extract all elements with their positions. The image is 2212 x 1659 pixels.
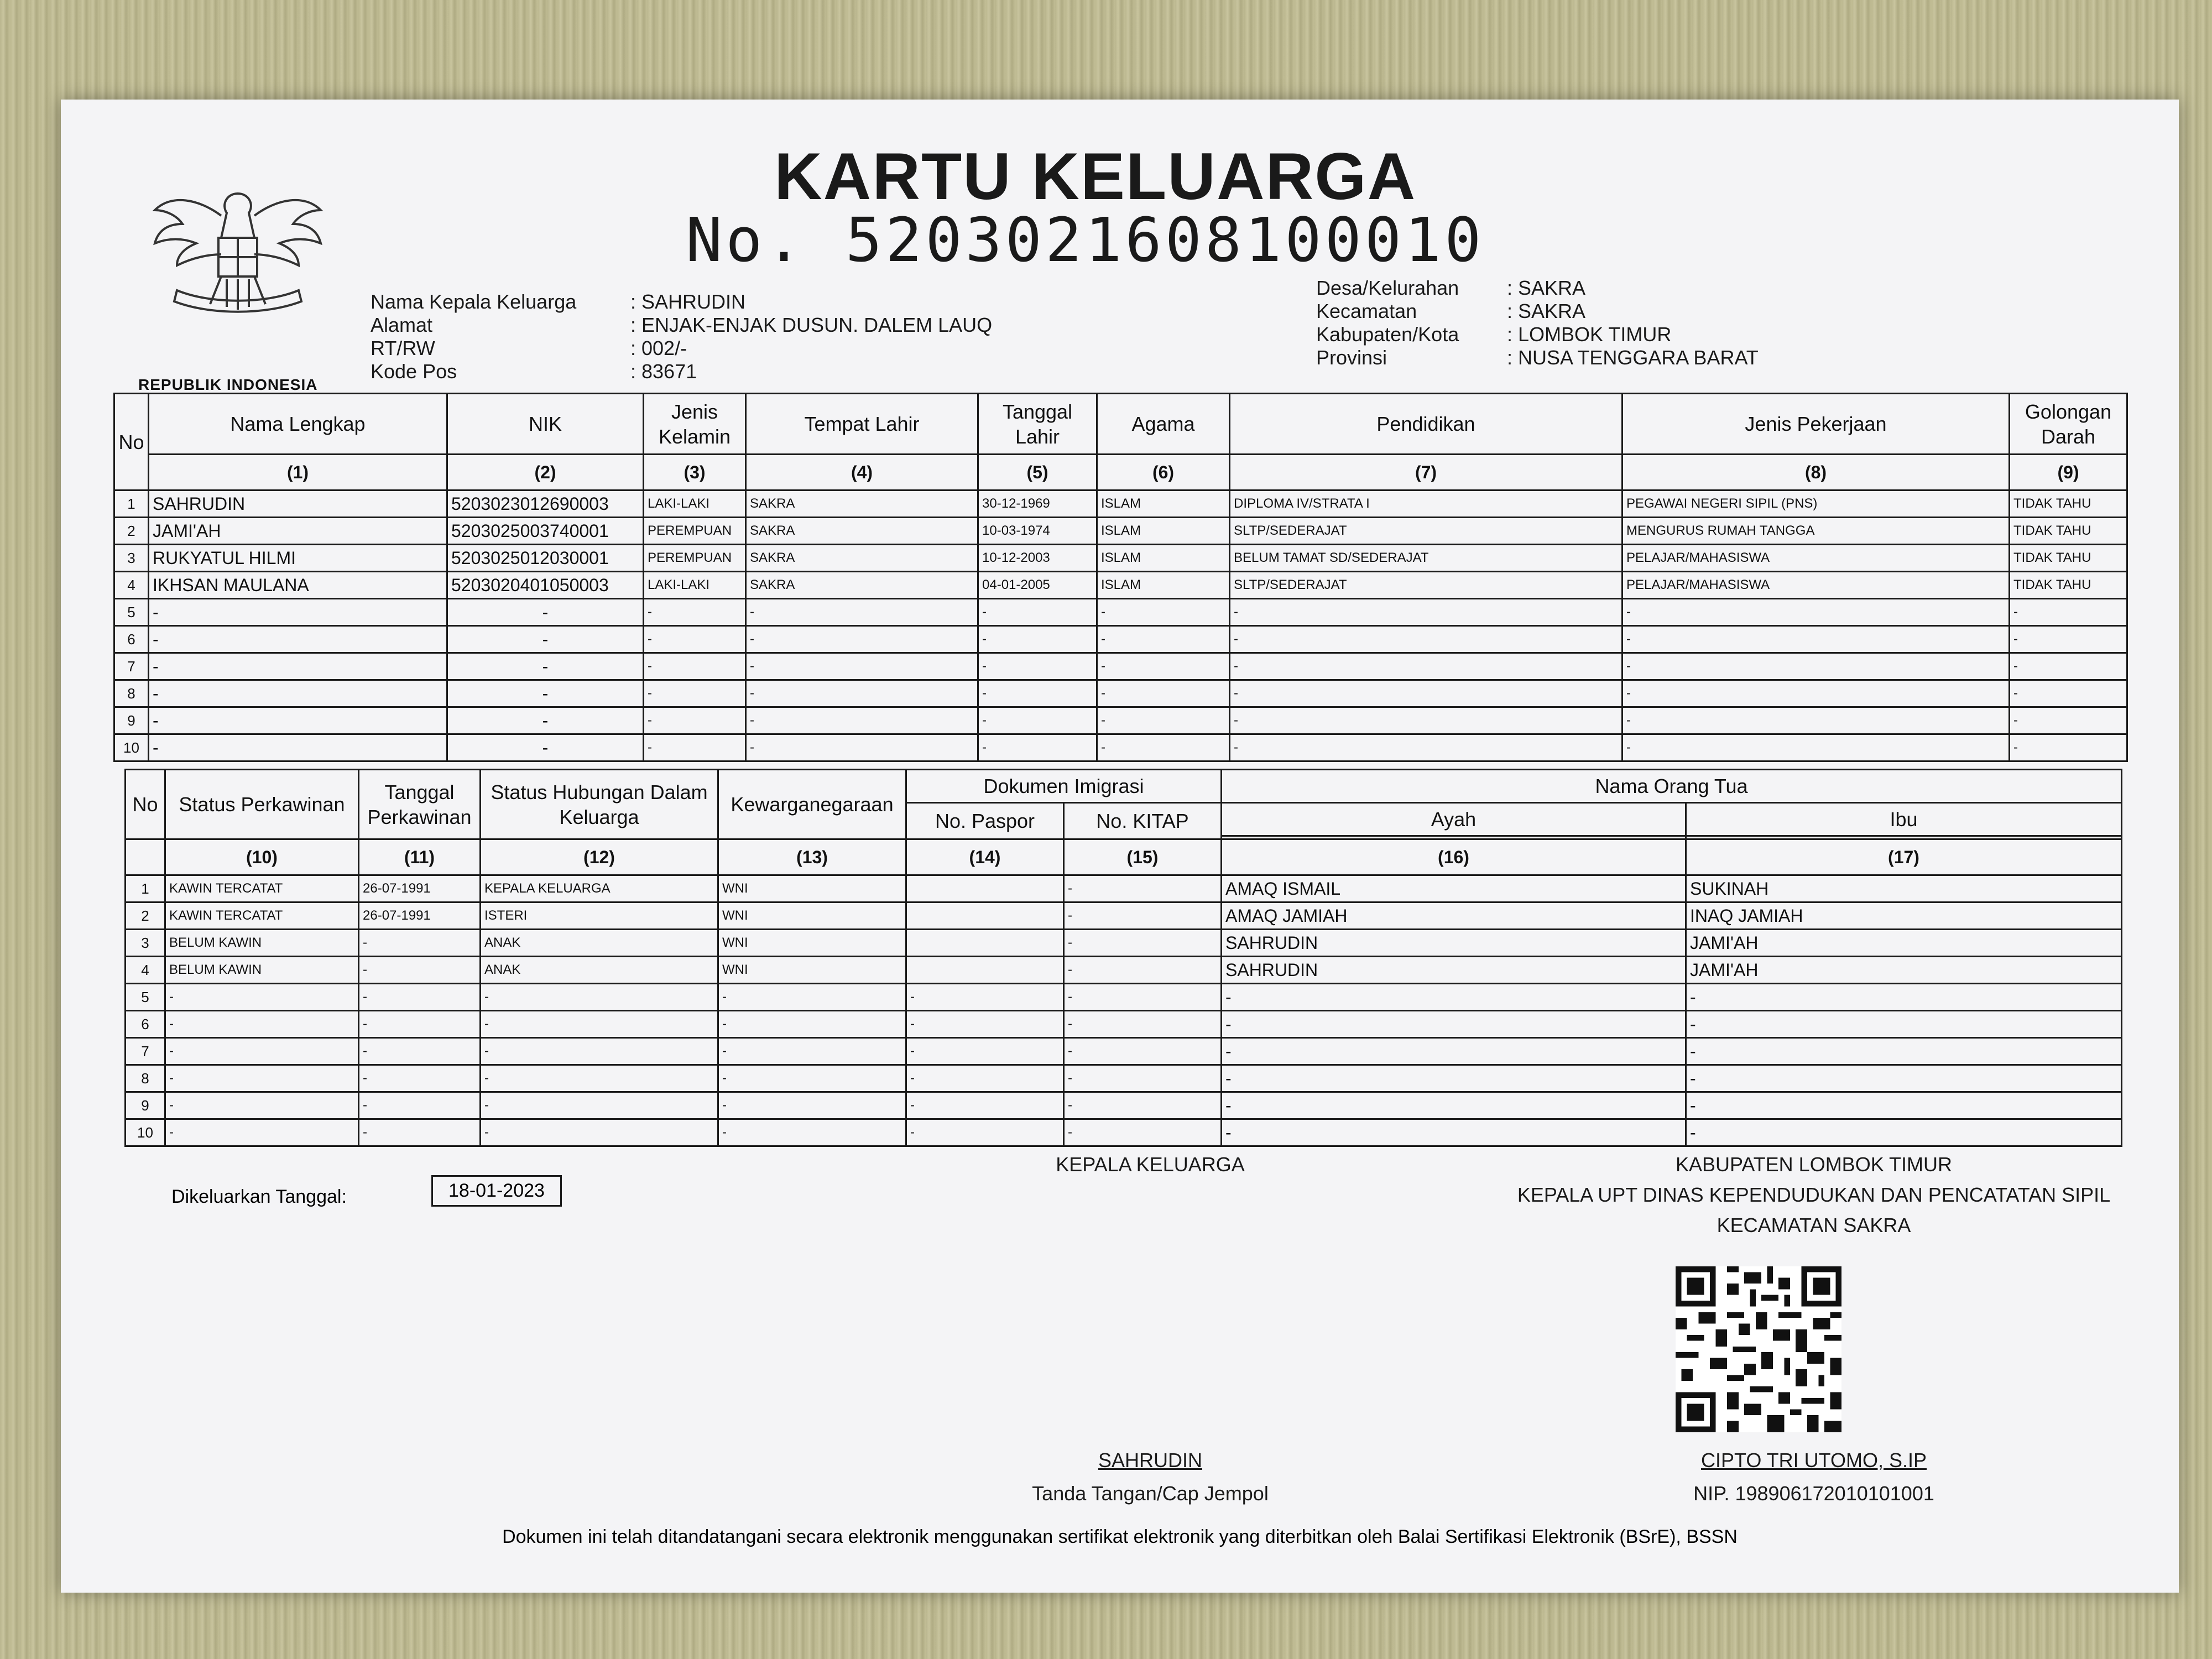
cell-relationship: - — [481, 1038, 718, 1065]
cell-father: - — [1222, 1092, 1686, 1119]
cell-citizenship: WNI — [718, 902, 906, 930]
cell-birthplace: - — [746, 734, 978, 761]
cell-passport — [906, 957, 1064, 984]
table-row — [114, 680, 2127, 707]
cell-occupation: - — [1623, 707, 2010, 734]
cell-father: - — [1222, 984, 1686, 1011]
cell-marriage-date: - — [359, 1011, 481, 1038]
cell-occupation: - — [1623, 680, 2010, 707]
col-index: (14) — [906, 839, 1064, 875]
document-title: KARTU KELUARGA — [774, 139, 1417, 213]
table-row — [126, 875, 2122, 902]
official-district: KECAMATAN SAKRA — [1717, 1214, 1911, 1237]
head-of-family-signature-name: SAHRUDIN — [1098, 1449, 1202, 1472]
official-office: KEPALA UPT DINAS KEPENDUDUKAN DAN PENCATATAN SIPIL — [1517, 1183, 2111, 1206]
cell-no: 2 — [114, 518, 149, 545]
col-header-nik: NIK — [447, 394, 644, 455]
village-row — [1316, 276, 1585, 300]
cell-birthplace: SAKRA — [746, 545, 978, 572]
col-header-birthplace: Tempat Lahir — [746, 394, 978, 455]
cell-no: 3 — [126, 930, 165, 957]
cell-blood-type: - — [2010, 680, 2127, 707]
cell-no: 2 — [126, 902, 165, 930]
cell-no: 8 — [126, 1065, 165, 1092]
cell-mother: - — [1686, 984, 2122, 1011]
cell-mother: - — [1686, 1011, 2122, 1038]
cell-name: - — [149, 707, 447, 734]
cell-passport: - — [906, 1038, 1064, 1065]
cell-mother: - — [1686, 1038, 2122, 1065]
cell-father: AMAQ ISMAIL — [1222, 875, 1686, 902]
header-label: RT/RW — [371, 337, 435, 359]
header-label: Alamat — [371, 314, 433, 336]
cell-kitap: - — [1064, 984, 1222, 1011]
cell-birthdate: - — [978, 626, 1097, 653]
header-label: Provinsi — [1316, 346, 1387, 369]
cell-occupation: PELAJAR/MAHASISWA — [1623, 572, 2010, 599]
cell-education: SLTP/SEDERAJAT — [1230, 572, 1623, 599]
cell-mother: - — [1686, 1119, 2122, 1146]
electronic-signature-note: Dokumen ini telah ditandatangani secara elektronik menggunakan sertifikat elektronik yang diterbitkan oleh Balai Sertifikasi Elektronik (BSrE), BSSN — [502, 1526, 1738, 1547]
cell-religion: - — [1097, 653, 1230, 680]
cell-passport: - — [906, 1119, 1064, 1146]
cell-education: SLTP/SEDERAJAT — [1230, 518, 1623, 545]
cell-no: 9 — [126, 1092, 165, 1119]
cell-passport: - — [906, 1092, 1064, 1119]
cell-occupation: PELAJAR/MAHASISWA — [1623, 545, 2010, 572]
cell-marital-status: - — [165, 1119, 359, 1146]
cell-no: 10 — [126, 1119, 165, 1146]
cell-relationship: ISTERI — [481, 902, 718, 930]
cell-religion: - — [1097, 680, 1230, 707]
col-index: (3) — [644, 455, 746, 491]
col-header-birthdate: Tanggal Lahir — [978, 394, 1097, 455]
cell-no: 7 — [114, 653, 149, 680]
cell-birthdate: 04-01-2005 — [978, 572, 1097, 599]
cell-name: IKHSAN MAULANA — [149, 572, 447, 599]
cell-religion: - — [1097, 707, 1230, 734]
civil-status-table — [124, 769, 2122, 1147]
col-header-citizenship: Kewarganegaraan — [718, 770, 906, 839]
cell-father: SAHRUDIN — [1222, 930, 1686, 957]
header-value: : SAHRUDIN — [630, 290, 746, 313]
cell-marital-status: BELUM KAWIN — [165, 957, 359, 984]
cell-no: 6 — [126, 1011, 165, 1038]
cell-birthdate: 30-12-1969 — [978, 491, 1097, 518]
cell-nik: - — [447, 653, 644, 680]
col-index: (7) — [1230, 455, 1623, 491]
cell-relationship: - — [481, 1119, 718, 1146]
cell-occupation: PEGAWAI NEGERI SIPIL (PNS) — [1623, 491, 2010, 518]
cell-gender: - — [644, 707, 746, 734]
col-index: (13) — [718, 839, 906, 875]
official-signature-name: CIPTO TRI UTOMO, S.IP — [1700, 1449, 1927, 1472]
col-header-no: No — [126, 770, 165, 839]
cell-blood-type: - — [2010, 599, 2127, 626]
table-row — [126, 1092, 2122, 1119]
qr-code-icon — [1676, 1266, 1841, 1432]
cell-blood-type: - — [2010, 707, 2127, 734]
cell-religion: ISLAM — [1097, 572, 1230, 599]
cell-relationship: - — [481, 1011, 718, 1038]
cell-kitap: - — [1064, 957, 1222, 984]
official-regency: KABUPATEN LOMBOK TIMUR — [1675, 1153, 1953, 1176]
cell-mother: INAQ JAMIAH — [1686, 902, 2122, 930]
cell-father: - — [1222, 1119, 1686, 1146]
cell-nik: - — [447, 707, 644, 734]
cell-no: 3 — [114, 545, 149, 572]
cell-education: - — [1230, 626, 1623, 653]
cell-no: 1 — [114, 491, 149, 518]
cell-marital-status: BELUM KAWIN — [165, 930, 359, 957]
col-header-no: No — [114, 394, 149, 491]
cell-father: - — [1222, 1038, 1686, 1065]
cell-father: - — [1222, 1065, 1686, 1092]
header-label: Desa/Kelurahan — [1316, 276, 1459, 299]
table-row — [114, 518, 2127, 545]
cell-marriage-date: - — [359, 984, 481, 1011]
cell-birthplace: - — [746, 599, 978, 626]
col-header-gender: Jenis Kelamin — [644, 394, 746, 455]
district-row — [1316, 300, 1585, 323]
official-nip: NIP. 198906172010101001 — [1693, 1482, 1934, 1505]
cell-marital-status: - — [165, 984, 359, 1011]
cell-citizenship: - — [718, 1092, 906, 1119]
table-row — [114, 626, 2127, 653]
cell-marriage-date: - — [359, 1119, 481, 1146]
cell-blood-type: TIDAK TAHU — [2010, 572, 2127, 599]
cell-marriage-date: - — [359, 1065, 481, 1092]
col-index: (5) — [978, 455, 1097, 491]
cell-occupation: - — [1623, 734, 2010, 761]
table-row — [126, 1038, 2122, 1065]
table-row — [126, 930, 2122, 957]
cell-relationship: - — [481, 1092, 718, 1119]
cell-citizenship: - — [718, 1011, 906, 1038]
cell-blood-type: - — [2010, 653, 2127, 680]
cell-birthdate: - — [978, 653, 1097, 680]
cell-education: BELUM TAMAT SD/SEDERAJAT — [1230, 545, 1623, 572]
cell-gender: LAKI-LAKI — [644, 572, 746, 599]
table-row — [114, 491, 2127, 518]
cell-blood-type: - — [2010, 626, 2127, 653]
cell-kitap: - — [1064, 1065, 1222, 1092]
cell-birthdate: - — [978, 680, 1097, 707]
col-index: (16) — [1222, 839, 1686, 875]
cell-nik: - — [447, 734, 644, 761]
table-row — [126, 902, 2122, 930]
cell-marital-status: KAWIN TERCATAT — [165, 875, 359, 902]
cell-marriage-date: - — [359, 1092, 481, 1119]
cell-relationship: ANAK — [481, 930, 718, 957]
cell-father: - — [1222, 1011, 1686, 1038]
regency-row — [1316, 323, 1671, 346]
cell-blood-type: TIDAK TAHU — [2010, 545, 2127, 572]
cell-name: - — [149, 653, 447, 680]
col-index: (8) — [1623, 455, 2010, 491]
cell-relationship: - — [481, 1065, 718, 1092]
cell-citizenship: - — [718, 1119, 906, 1146]
cell-no: 4 — [114, 572, 149, 599]
signature-caption: Tanda Tangan/Cap Jempol — [1032, 1482, 1269, 1505]
cell-gender: - — [644, 653, 746, 680]
cell-blood-type: - — [2010, 734, 2127, 761]
cell-kitap: - — [1064, 1038, 1222, 1065]
col-index: (1) — [149, 455, 447, 491]
cell-religion: ISLAM — [1097, 518, 1230, 545]
header-value: : 83671 — [630, 360, 697, 383]
cell-occupation: - — [1623, 626, 2010, 653]
cell-marriage-date: 26-07-1991 — [359, 902, 481, 930]
cell-no: 4 — [126, 957, 165, 984]
cell-birthdate: - — [978, 599, 1097, 626]
address-row — [371, 314, 992, 337]
table-row — [114, 545, 2127, 572]
table-row — [126, 1011, 2122, 1038]
cell-passport — [906, 930, 1064, 957]
cell-gender: - — [644, 626, 746, 653]
cell-education: - — [1230, 599, 1623, 626]
cell-mother: JAMI'AH — [1686, 957, 2122, 984]
cell-birthplace: SAKRA — [746, 572, 978, 599]
cell-birthplace: SAKRA — [746, 491, 978, 518]
cell-birthplace: - — [746, 707, 978, 734]
header-label: Kabupaten/Kota — [1316, 323, 1459, 346]
head-of-family-row — [371, 290, 745, 314]
cell-relationship: ANAK — [481, 957, 718, 984]
header-label: Nama Kepala Keluarga — [371, 290, 577, 313]
cell-kitap: - — [1064, 930, 1222, 957]
header-label: Kode Pos — [371, 360, 457, 383]
document-number: No. 5203021608100010 — [686, 205, 1485, 275]
cell-marital-status: - — [165, 1038, 359, 1065]
cell-education: DIPLOMA IV/STRATA I — [1230, 491, 1623, 518]
cell-citizenship: - — [718, 984, 906, 1011]
col-index: (17) — [1686, 839, 2122, 875]
cell-passport: - — [906, 1011, 1064, 1038]
cell-religion: ISLAM — [1097, 545, 1230, 572]
cell-passport — [906, 875, 1064, 902]
col-header-religion: Agama — [1097, 394, 1230, 455]
cell-education: - — [1230, 653, 1623, 680]
col-header-parents: Nama Orang Tua — [1222, 770, 2122, 803]
cell-nik: 5203025012030001 — [447, 545, 644, 572]
cell-birthplace: - — [746, 680, 978, 707]
rt-rw-row — [371, 337, 687, 360]
cell-gender: PEREMPUAN — [644, 545, 746, 572]
cell-relationship: KEPALA KELUARGA — [481, 875, 718, 902]
header-value: : ENJAK-ENJAK DUSUN. DALEM LAUQ — [630, 314, 993, 336]
col-header-education: Pendidikan — [1230, 394, 1623, 455]
emblem-caption: REPUBLIK INDONESIA — [138, 376, 318, 393]
col-header-occupation: Jenis Pekerjaan — [1623, 394, 2010, 455]
cell-nik: 5203025003740001 — [447, 518, 644, 545]
col-header-relationship: Status Hubungan Dalam Keluarga — [481, 770, 718, 839]
head-of-family-title: KEPALA KELUARGA — [1056, 1153, 1245, 1176]
cell-mother: - — [1686, 1065, 2122, 1092]
col-index: (10) — [165, 839, 359, 875]
header-value: : 002/- — [630, 337, 687, 359]
cell-mother: JAMI'AH — [1686, 930, 2122, 957]
cell-father: SAHRUDIN — [1222, 957, 1686, 984]
issued-date-label: Dikeluarkan Tanggal: — [171, 1186, 347, 1207]
cell-marital-status: - — [165, 1092, 359, 1119]
table-row — [126, 1065, 2122, 1092]
col-index: (9) — [2010, 455, 2127, 491]
cell-relationship: - — [481, 984, 718, 1011]
family-card-document — [61, 100, 2179, 1593]
cell-no: 9 — [114, 707, 149, 734]
cell-nik: 5203023012690003 — [447, 491, 644, 518]
cell-education: - — [1230, 734, 1623, 761]
col-header-passport: No. Paspor — [906, 803, 1064, 839]
cell-name: JAMI'AH — [149, 518, 447, 545]
cell-marriage-date: - — [359, 930, 481, 957]
cell-citizenship: WNI — [718, 930, 906, 957]
cell-nik: - — [447, 599, 644, 626]
cell-nik: - — [447, 626, 644, 653]
cell-kitap: - — [1064, 902, 1222, 930]
cell-birthdate: 10-12-2003 — [978, 545, 1097, 572]
cell-name: - — [149, 626, 447, 653]
header-label: Kecamatan — [1316, 300, 1417, 322]
family-members-table — [113, 393, 2128, 762]
cell-marriage-date: - — [359, 957, 481, 984]
cell-birthplace: SAKRA — [746, 518, 978, 545]
cell-citizenship: - — [718, 1065, 906, 1092]
cell-passport: - — [906, 1065, 1064, 1092]
table-row — [114, 572, 2127, 599]
cell-gender: - — [644, 734, 746, 761]
col-index: (11) — [359, 839, 481, 875]
table-row — [114, 653, 2127, 680]
cell-marital-status: KAWIN TERCATAT — [165, 902, 359, 930]
province-row — [1316, 346, 1759, 369]
cell-passport: - — [906, 984, 1064, 1011]
cell-no: 5 — [126, 984, 165, 1011]
table-row — [114, 734, 2127, 761]
cell-no: 7 — [126, 1038, 165, 1065]
cell-birthdate: - — [978, 734, 1097, 761]
cell-occupation: MENGURUS RUMAH TANGGA — [1623, 518, 2010, 545]
cell-marital-status: - — [165, 1011, 359, 1038]
cell-mother: SUKINAH — [1686, 875, 2122, 902]
cell-gender: - — [644, 680, 746, 707]
col-header-marriage-date: Tanggal Perkawinan — [359, 770, 481, 839]
col-header-blood-type: Golongan Darah — [2010, 394, 2127, 455]
header-value: : NUSA TENGGARA BARAT — [1507, 346, 1759, 369]
cell-birthdate: - — [978, 707, 1097, 734]
postal-code-row — [371, 360, 697, 383]
garuda-emblem-icon — [144, 171, 332, 321]
cell-name: - — [149, 599, 447, 626]
cell-citizenship: WNI — [718, 875, 906, 902]
col-index: (2) — [447, 455, 644, 491]
cell-nik: - — [447, 680, 644, 707]
table-row — [126, 984, 2122, 1011]
cell-religion: - — [1097, 599, 1230, 626]
cell-kitap: - — [1064, 1092, 1222, 1119]
col-header-marital-status: Status Perkawinan — [165, 770, 359, 839]
cell-citizenship: - — [718, 1038, 906, 1065]
cell-kitap: - — [1064, 1119, 1222, 1146]
cell-gender: PEREMPUAN — [644, 518, 746, 545]
cell-citizenship: WNI — [718, 957, 906, 984]
table-row — [114, 707, 2127, 734]
cell-no: 8 — [114, 680, 149, 707]
cell-marriage-date: - — [359, 1038, 481, 1065]
cell-passport — [906, 902, 1064, 930]
cell-religion: ISLAM — [1097, 491, 1230, 518]
cell-blood-type: TIDAK TAHU — [2010, 518, 2127, 545]
cell-name: - — [149, 734, 447, 761]
cell-religion: - — [1097, 734, 1230, 761]
cell-father: AMAQ JAMIAH — [1222, 902, 1686, 930]
cell-kitap: - — [1064, 875, 1222, 902]
header-value: : SAKRA — [1507, 276, 1586, 299]
cell-occupation: - — [1623, 599, 2010, 626]
col-header-mother: Ibu — [1686, 803, 2122, 836]
cell-gender: LAKI-LAKI — [644, 491, 746, 518]
cell-no: 5 — [114, 599, 149, 626]
col-index: (15) — [1064, 839, 1222, 875]
issued-date-value: 18-01-2023 — [431, 1175, 562, 1207]
cell-name: SAHRUDIN — [149, 491, 447, 518]
cell-no: 10 — [114, 734, 149, 761]
cell-mother: - — [1686, 1092, 2122, 1119]
cell-kitap: - — [1064, 1011, 1222, 1038]
cell-nik: 5203020401050003 — [447, 572, 644, 599]
cell-education: - — [1230, 680, 1623, 707]
cell-name: - — [149, 680, 447, 707]
col-index: (4) — [746, 455, 978, 491]
table-row — [114, 599, 2127, 626]
col-header-kitap: No. KITAP — [1064, 803, 1222, 839]
cell-gender: - — [644, 599, 746, 626]
cell-education: - — [1230, 707, 1623, 734]
col-header-name: Nama Lengkap — [149, 394, 447, 455]
cell-no: 6 — [114, 626, 149, 653]
col-header-father: Ayah — [1222, 803, 1686, 836]
cell-birthplace: - — [746, 653, 978, 680]
cell-occupation: - — [1623, 653, 2010, 680]
table-row — [126, 957, 2122, 984]
cell-no: 1 — [126, 875, 165, 902]
cell-birthdate: 10-03-1974 — [978, 518, 1097, 545]
cell-marriage-date: 26-07-1991 — [359, 875, 481, 902]
cell-name: RUKYATUL HILMI — [149, 545, 447, 572]
col-index: (6) — [1097, 455, 1230, 491]
cell-birthplace: - — [746, 626, 978, 653]
cell-religion: - — [1097, 626, 1230, 653]
table-row — [126, 1119, 2122, 1146]
header-value: : LOMBOK TIMUR — [1507, 323, 1672, 346]
cell-blood-type: TIDAK TAHU — [2010, 491, 2127, 518]
col-index: (12) — [481, 839, 718, 875]
header-value: : SAKRA — [1507, 300, 1586, 322]
col-header-immigration-docs: Dokumen Imigrasi — [906, 770, 1222, 803]
cell-marital-status: - — [165, 1065, 359, 1092]
